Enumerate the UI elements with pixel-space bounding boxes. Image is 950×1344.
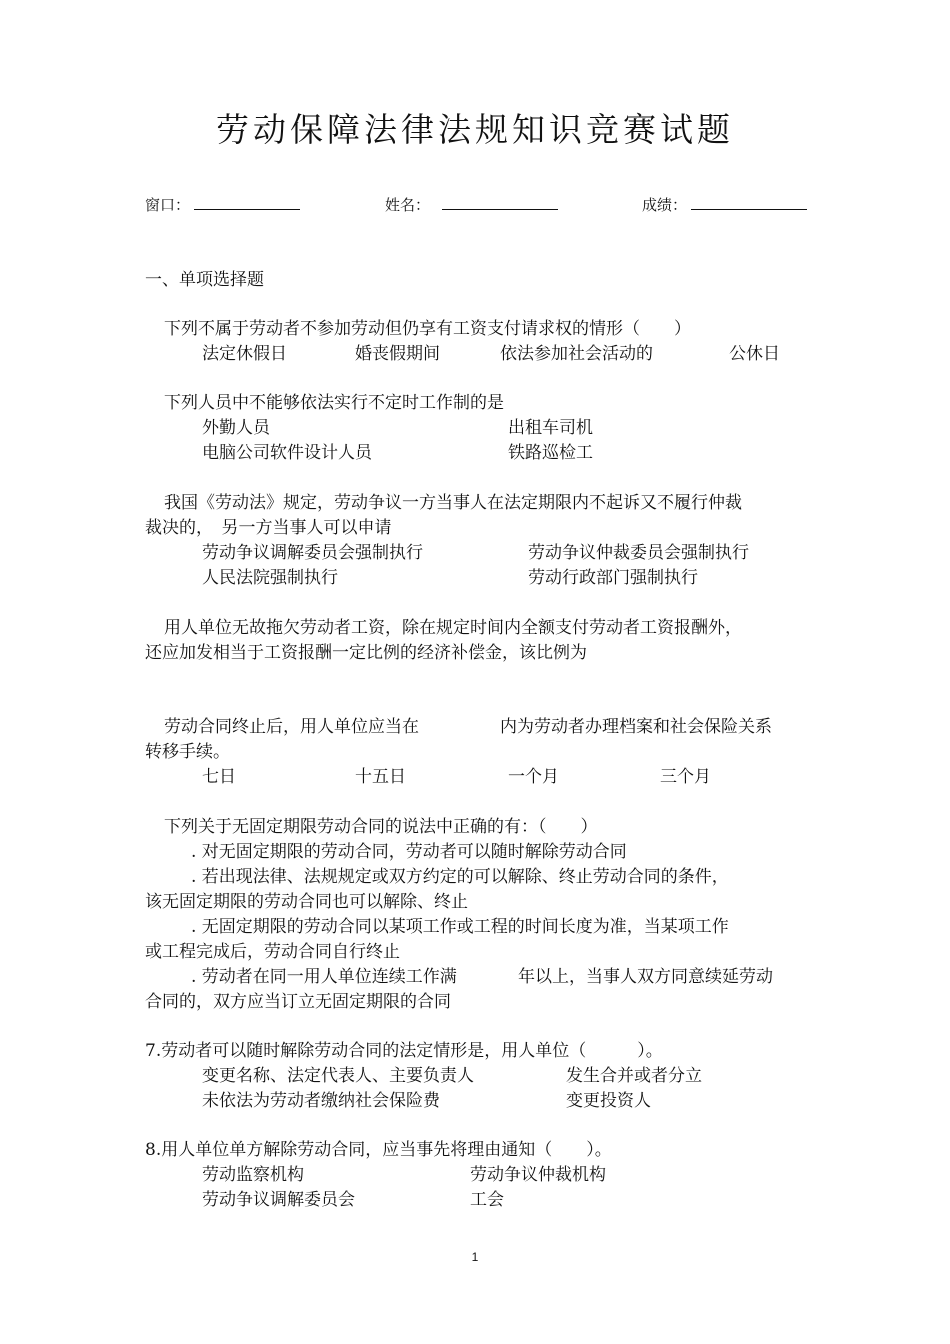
name-field xyxy=(385,194,558,215)
q6-option-d-line1b: 年以上，当事人双方同意续延劳动 xyxy=(518,967,773,987)
q7-text: 7.劳动者可以随时解除劳动合同的法定情形是，用人单位（ ）。 xyxy=(145,1041,663,1061)
page-number: 1 xyxy=(471,1250,479,1264)
q8-option: 劳动争议仲裁机构 xyxy=(470,1165,606,1185)
q2-text: 下列人员中不能够依法实行不定时工作制的是 xyxy=(164,393,504,413)
q1-option: 公休日 xyxy=(729,344,780,364)
q6-option-d-line1a: . 劳动者在同一用人单位连续工作满 xyxy=(191,967,457,987)
q3-option: 劳动行政部门强制执行 xyxy=(528,568,698,588)
q7-option: 未依法为劳动者缴纳社会保险费 xyxy=(202,1091,440,1111)
q8-text: 8.用人单位单方解除劳动合同，应当事先将理由通知（ ）。 xyxy=(145,1140,612,1160)
q8-option: 劳动争议调解委员会 xyxy=(202,1190,355,1210)
q4-text-line2: 还应加发相当于工资报酬一定比例的经济补偿金，该比例为 xyxy=(145,643,587,663)
q4-text-line1: 用人单位无故拖欠劳动者工资，除在规定时间内全额支付劳动者工资报酬外， xyxy=(164,618,742,638)
q7-option: 变更名称、法定代表人、主要负责人 xyxy=(202,1066,474,1086)
window-field xyxy=(145,194,300,215)
q3-option: 劳动争议仲裁委员会强制执行 xyxy=(528,543,749,563)
q6-option-b-line2: 该无固定期限的劳动合同也可以解除、终止 xyxy=(145,892,468,912)
q3-option: 劳动争议调解委员会强制执行 xyxy=(202,543,423,563)
q5-option: 三个月 xyxy=(660,767,711,787)
q2-option: 外勤人员 xyxy=(202,418,270,438)
q3-option: 人民法院强制执行 xyxy=(202,568,338,588)
q1-option: 依法参加社会活动的 xyxy=(500,344,653,364)
q3-text-line1: 我国《劳动法》规定，劳动争议一方当事人在法定期限内不起诉又不履行仲裁 xyxy=(164,493,742,513)
q5-text-line2: 转移手续。 xyxy=(145,742,230,762)
q6-option-a: . 对无固定期限的劳动合同，劳动者可以随时解除劳动合同 xyxy=(191,842,627,862)
section-title: 一、单项选择题 xyxy=(145,270,264,290)
name-blank[interactable] xyxy=(442,195,558,210)
q5-option: 十五日 xyxy=(355,767,406,787)
q6-option-d-line2: 合同的，双方应当订立无固定期限的合同 xyxy=(145,992,451,1012)
q5-text-line1a: 劳动合同终止后，用人单位应当在 xyxy=(164,717,419,737)
q1-text: 下列不属于劳动者不参加劳动但仍享有工资支付请求权的情形（ ） xyxy=(164,319,691,339)
q2-option: 铁路巡检工 xyxy=(508,443,593,463)
q8-option: 工会 xyxy=(470,1190,504,1210)
q6-option-b-line1: . 若出现法律、法规规定或双方约定的可以解除、终止劳动合同的条件， xyxy=(191,867,729,887)
window-label: 窗口： xyxy=(145,196,191,214)
q7-option: 变更投资人 xyxy=(566,1091,651,1111)
q1-option: 法定休假日 xyxy=(202,344,287,364)
q6-option-c-line2: 或工程完成后，劳动合同自行终止 xyxy=(145,942,400,962)
q2-option: 电脑公司软件设计人员 xyxy=(202,443,372,463)
score-blank[interactable] xyxy=(691,195,807,210)
name-label: 姓名： xyxy=(385,196,431,214)
q1-option: 婚丧假期间 xyxy=(355,344,440,364)
score-label: 成绩： xyxy=(642,196,688,214)
page-title: 劳动保障法律法规知识竞赛试题 xyxy=(216,110,734,149)
q5-option: 一个月 xyxy=(508,767,559,787)
score-field xyxy=(642,194,807,215)
q8-option: 劳动监察机构 xyxy=(202,1165,304,1185)
q5-option: 七日 xyxy=(202,767,236,787)
q5-text-line1b: 内为劳动者办理档案和社会保险关系 xyxy=(500,717,772,737)
q6-text: 下列关于无固定期限劳动合同的说法中正确的有：（ ） xyxy=(164,817,598,837)
q2-option: 出租车司机 xyxy=(508,418,593,438)
window-blank[interactable] xyxy=(194,195,300,210)
q3-text-line2: 裁决的， 另一方当事人可以申请 xyxy=(145,518,392,538)
q6-option-c-line1: . 无固定期限的劳动合同以某项工作或工程的时间长度为准，当某项工作 xyxy=(191,917,729,937)
q7-option: 发生合并或者分立 xyxy=(566,1066,702,1086)
